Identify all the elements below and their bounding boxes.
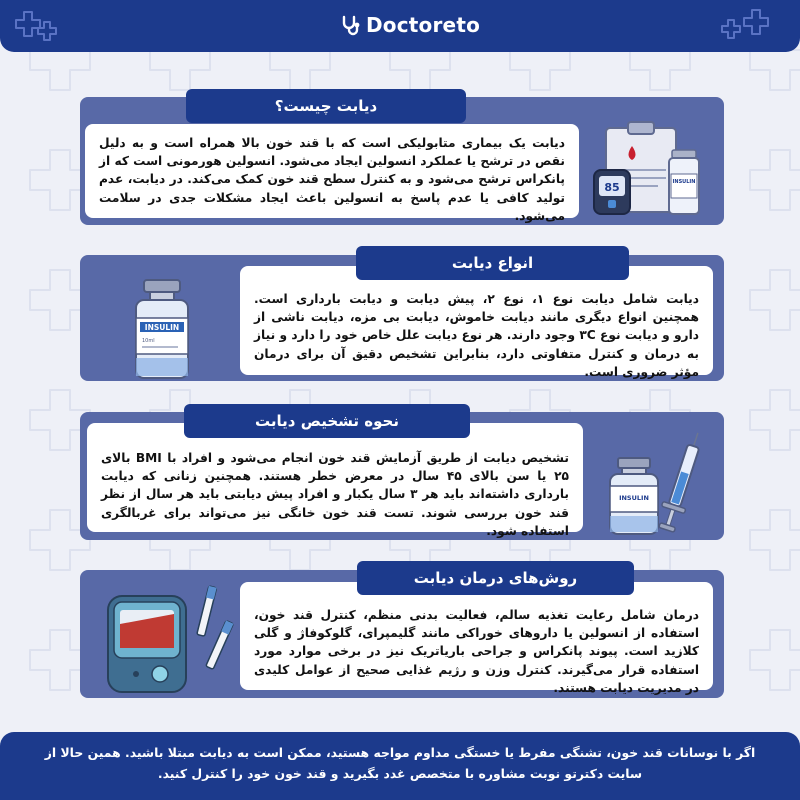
vial-label: INSULIN bbox=[144, 323, 180, 332]
stethoscope-icon bbox=[340, 14, 362, 36]
brand-name: Doctoreto bbox=[366, 13, 481, 37]
glucometer-test-strips-icon bbox=[104, 584, 236, 696]
medical-cross-icon bbox=[720, 6, 780, 50]
section-1-text: دیابت یک بیماری متابولیکی است که با قند خون بالا همراه است و به دلیل نقص در ترشح یا عملکرد انسولین ایجاد می‌شود. انسولین هورمونی است که از پانکراس ترشح می‌شود و به کنترل سطح قند خون کمک می‌کند. در دیابت، عدم تولید کافی یا عدم پاسخ به انسولین باعث ایجاد مشکلات جدی در سلامت می‌شود. bbox=[85, 124, 579, 218]
section-2-title: انواع دیابت bbox=[356, 246, 629, 280]
insulin-vial-icon bbox=[134, 278, 190, 382]
medical-cross-icon bbox=[14, 6, 62, 46]
header-bar bbox=[0, 0, 800, 52]
glucose-meter-clipboard-icon bbox=[588, 118, 718, 222]
section-3-text: تشخیص دیابت از طریق آزمایش قند خون انجام می‌شود و افراد با BMI بالای ۲۵ یا سن بالای ۴۵ سال در معرض خطر هستند. همچنین زنانی که دیابت بارداری داشته‌اند باید هر ۳ سال یکبار و افراد پیش دیابتی باید هر سال از نظر قند خون بررسی شوند. تست قند خون خانگی نیز می‌تواند برای غربالگری استفاده شود. bbox=[87, 423, 583, 532]
section-4-title: روش‌های درمان دیابت bbox=[357, 561, 634, 595]
footer-text: اگر با نوسانات قند خون، تشنگی مفرط یا خستگی مداوم مواجه هستید، ممکن است به دیابت مبتلا باشید. همین حالا از سایت دکترتو نوبت مشاوره با متخصص غدد بگیرید و قند خون خود را کنترل کنید. bbox=[44, 745, 756, 781]
svg-text:INSULIN: INSULIN bbox=[672, 179, 696, 185]
section-2-text: دیابت شامل دیابت نوع ۱، نوع ۲، پیش دیابت و دیابت بارداری است. همچنین انواع دیگری مانند دیابت خاموش، دیابت بی مزه، دیابت ناشی از دارو و دیابت نوع ۳C وجود دارند. هر نوع دیابت علل خاص خود را دارد و نیاز به درمان و کنترل متفاوتی دارد، بنابراین تشخیص دقیق آن برای درمان مؤثر ضروری است. bbox=[240, 266, 713, 375]
section-1-title: دیابت چیست؟ bbox=[186, 89, 466, 123]
meter-reading: 85 bbox=[604, 181, 620, 194]
brand-logo[interactable] bbox=[340, 12, 480, 38]
footer-cta bbox=[0, 732, 800, 800]
vial-volume: 10ml bbox=[142, 338, 155, 344]
insulin-syringe-icon bbox=[606, 428, 706, 538]
vial-label: INSULIN bbox=[619, 494, 649, 502]
section-3-title: نحوه تشخیص دیابت bbox=[184, 404, 470, 438]
section-4-text: درمان شامل رعایت تغذیه سالم، فعالیت بدنی منظم، کنترل قند خون، استفاده از انسولین یا داروهای خوراکی مانند گلیمپرای، گلوکوفاژ و گلی کلازید است. پیوند پانکراس و جراحی باریاتریک نیز در برخی موارد مورد استفاده قرار می‌گیرند. کنترل وزن و رژیم غذایی صحیح از عوامل کلیدی در مدیریت دیابت هستند. bbox=[240, 582, 713, 690]
